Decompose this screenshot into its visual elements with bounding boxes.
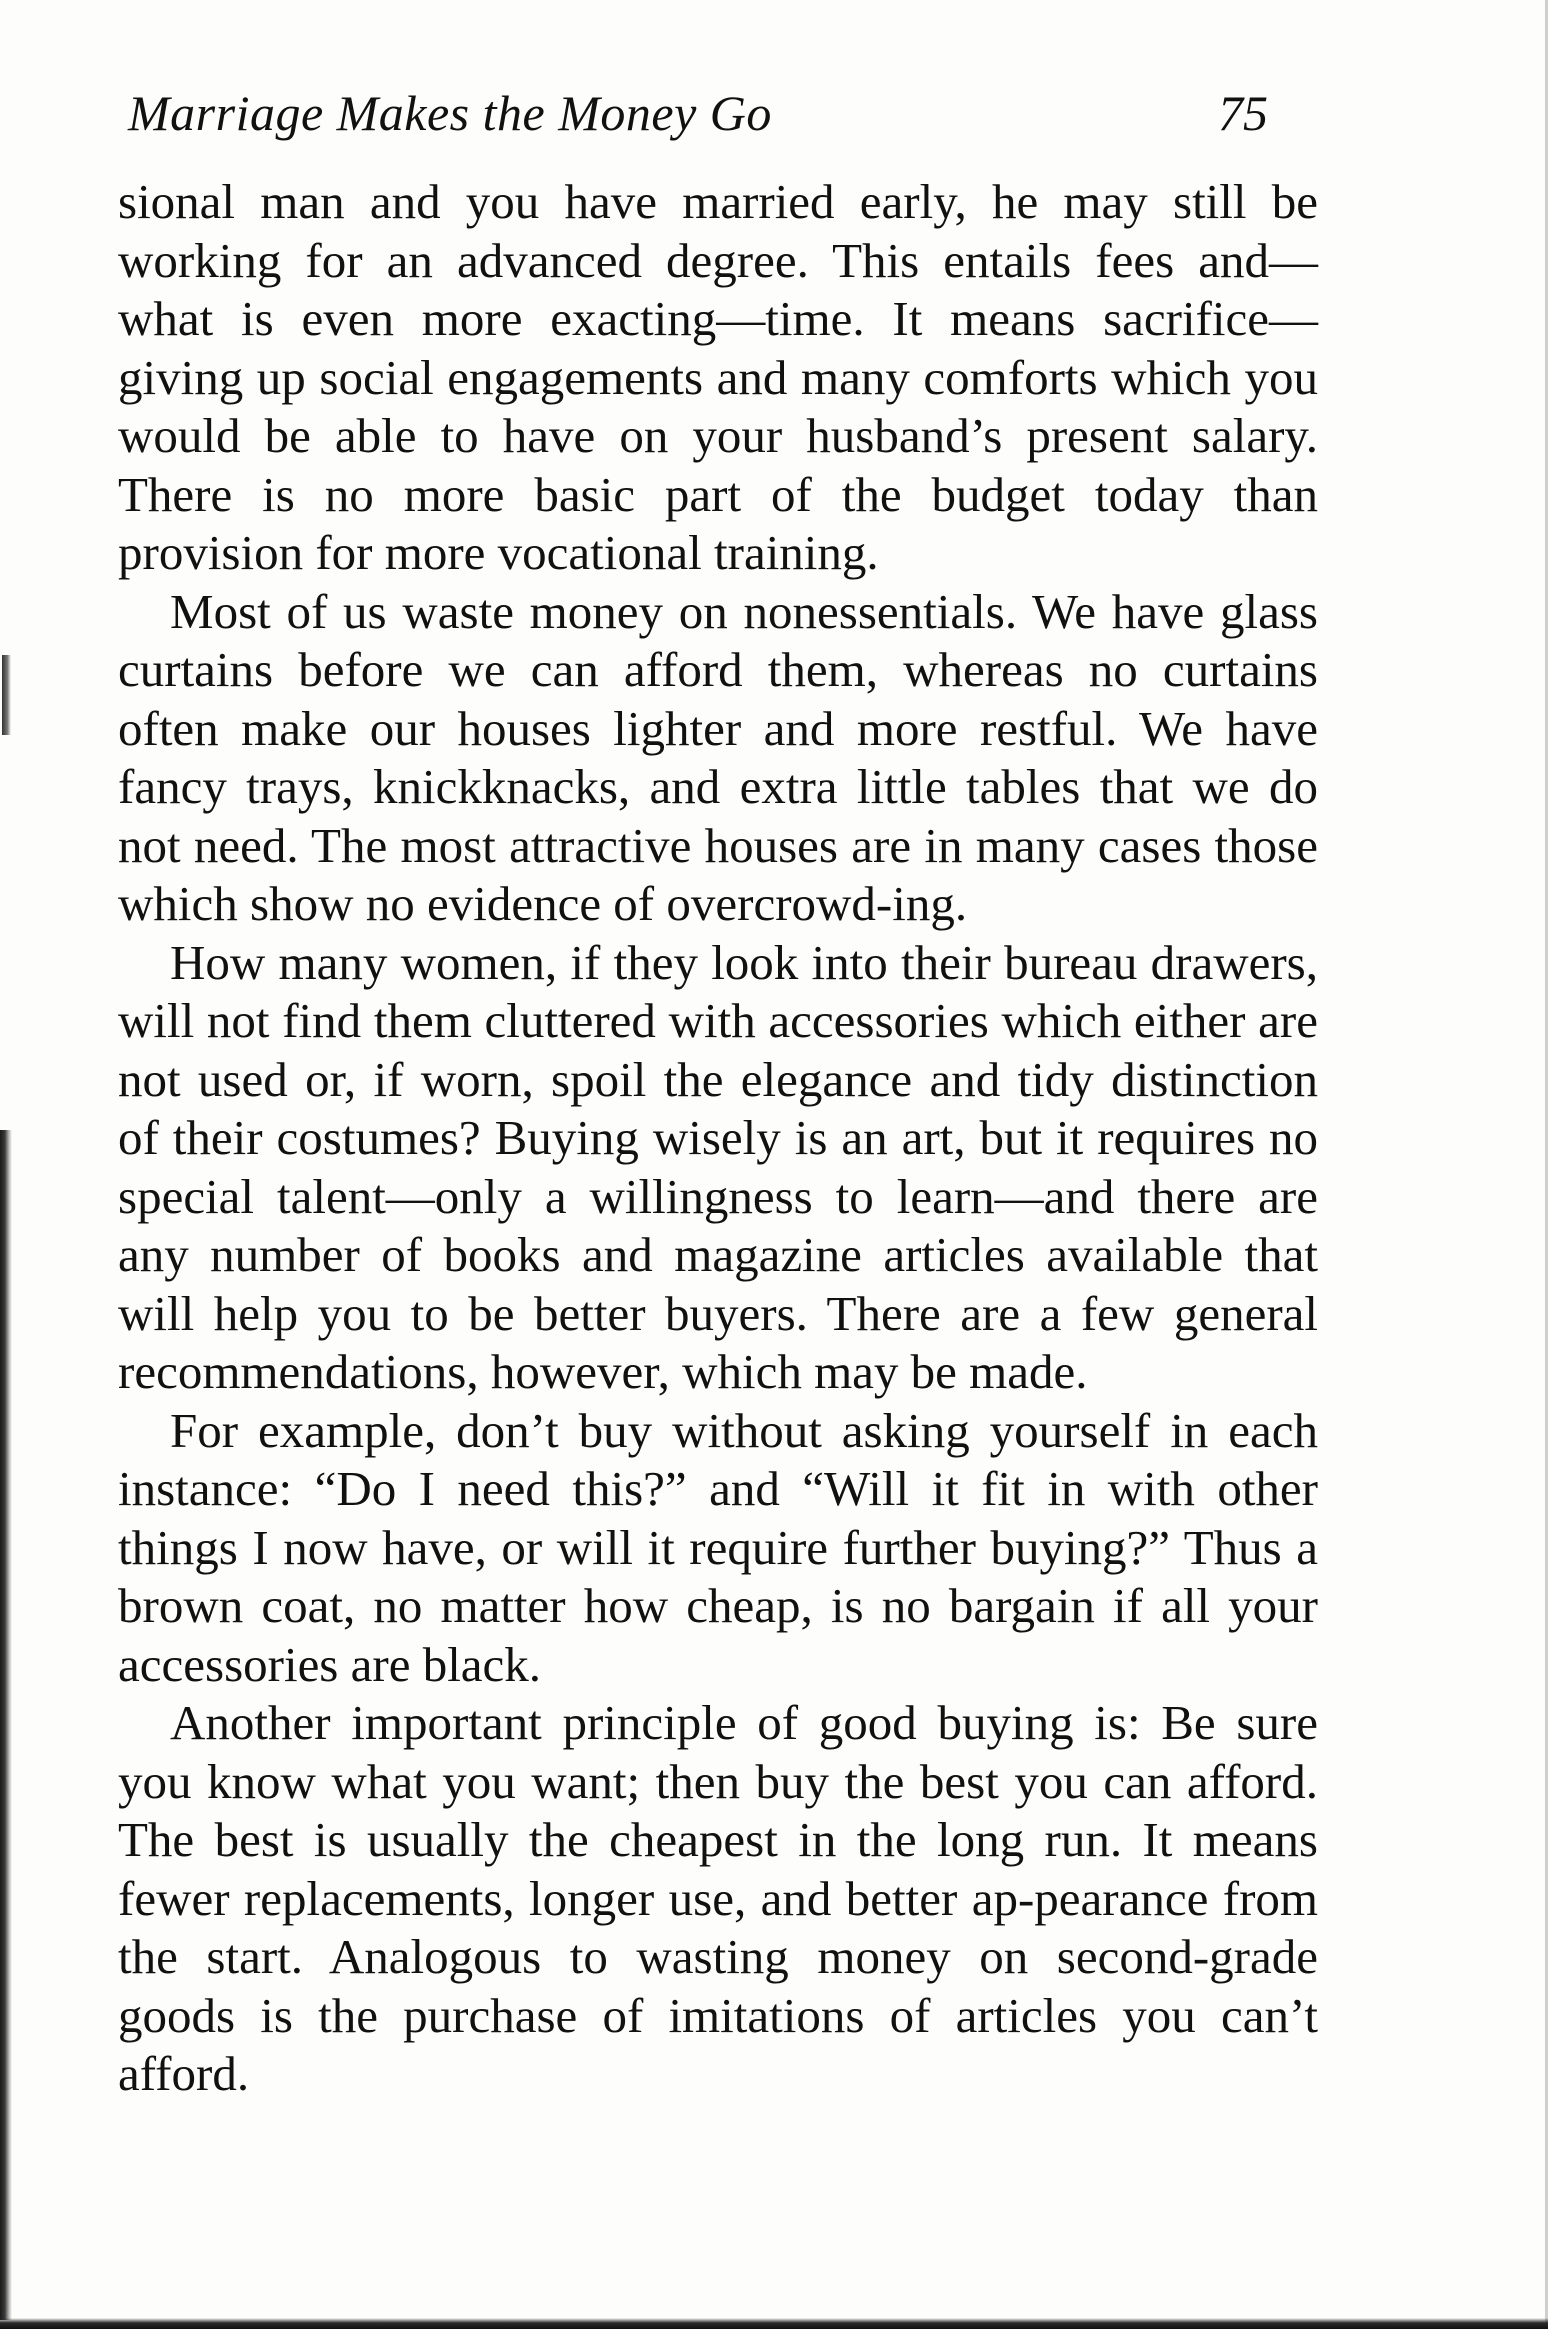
running-head: Marriage Makes the Money Go — [128, 85, 772, 141]
page-edge-left — [0, 1130, 12, 2320]
page-header — [128, 84, 1323, 154]
paragraph-4: For example, don’t buy without asking yourself in each instance: “Do I need this?” and “Will it fit in with other things I now have, or will it require further buying?” Thus a brown coat, no matter how cheap, is no bargain if all your accessories are black. — [118, 1402, 1318, 1692]
paragraph-5: Another important principle of good buying is: Be sure you know what you want; then buy the best you can afford. The best is usually the cheapest in the long run. It means fewer replacements, longer use, and better ap-pearance from the start. Analogous to wasting money on second-grade goods is the purchase of imitations of articles you can’t afford. — [118, 1695, 1318, 2101]
page-number: 75 — [1218, 85, 1268, 141]
paragraph-3: How many women, if they look into their bureau drawers, will not find them cluttered with accessories which either are not used or, if worn, spoil the elegance and tidy distinction of their costumes? Buying wisely is an art, but it requires no special talent—only a willingness to learn—and there are any number of books and magazine articles available that will help you to be better buyers. There are a few general recommendations, however, which may be made. — [118, 934, 1318, 1399]
paragraph-2: Most of us waste money on nonessentials. We have glass curtains before we can afford them, whereas no curtains often make our houses lighter and more restful. We have fancy trays, knickknacks, and extra little tables that we do not need. The most attractive houses are in many cases those which show no evidence of overcrowd-ing. — [118, 583, 1318, 931]
body-text — [118, 173, 1318, 2104]
page-edge-bottom — [0, 2318, 1548, 2329]
paragraph-1: sional man and you have married early, he may still be working for an advanced degree. This entails fees and—what is even more exacting—time. It means sacrifice—giving up social engagements and many comforts which you would be able to have on your husband’s present salary. There is no more basic part of the budget today than provision for more vocational training. — [118, 174, 1318, 580]
page-edge-mark — [2, 655, 11, 735]
